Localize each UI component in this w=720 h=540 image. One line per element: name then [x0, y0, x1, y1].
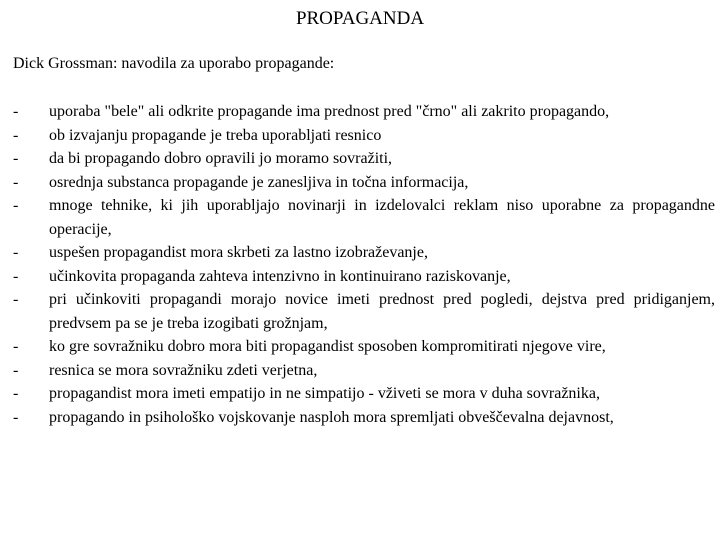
- list-item-text: pri učinkoviti propagandi morajo novice imeti prednost pred pogledi, dejstva pred pridiganjem, predvsem pa se je treba izogibati grožnjam,: [49, 291, 715, 332]
- list-item: [13, 194, 715, 241]
- list-item: [13, 335, 715, 359]
- list-item: [13, 171, 715, 195]
- list-item-text: resnica se mora sovražniku zdeti verjetna,: [49, 361, 318, 379]
- list-item-text: da bi propagando dobro opravili jo moramo sovražiti,: [49, 150, 393, 167]
- page-title: PROPAGANDA: [295, 8, 425, 29]
- list-item-text: učinkovita propaganda zahteva intenzivno in kontinuirano raziskovanje,: [49, 267, 511, 285]
- page-subtitle: Dick Grossman: navodila za uporabo propagande:: [13, 55, 335, 72]
- bullet-dash: -: [13, 291, 19, 308]
- bullet-dash: -: [13, 244, 19, 261]
- list-item: [13, 359, 715, 383]
- list-item-text: uporaba "bele" ali odkrite propagande ima prednost pred "črno" ali zakrito propagando,: [49, 103, 610, 120]
- list-item: [13, 406, 715, 430]
- bullet-dash: -: [13, 267, 19, 285]
- guideline-list: [13, 100, 715, 429]
- bullet-dash: -: [13, 385, 19, 402]
- list-item: [13, 124, 715, 148]
- list-item-text: ob izvajanju propagande je treba uporabljati resnico: [49, 126, 382, 144]
- list-item-text: mnoge tehnike, ki jih uporabljajo novinarji in izdelovalci reklam niso uporabne za propagandne operacije,: [49, 197, 715, 238]
- bullet-dash: -: [13, 361, 19, 379]
- list-item-text: propagando in psihološko vojskovanje nasploh mora spremljati obveščevalna dejavnost,: [49, 408, 614, 426]
- list-item: [13, 382, 715, 406]
- bullet-dash: -: [13, 150, 19, 167]
- list-item: [13, 241, 715, 265]
- list-item-text: propagandist mora imeti empatijo in ne simpatijo - vživeti se mora v duha sovražnika,: [49, 385, 600, 402]
- bullet-dash: -: [13, 197, 19, 214]
- bullet-dash: -: [13, 126, 19, 144]
- list-item: [13, 265, 715, 289]
- list-item-text: uspešen propagandist mora skrbeti za lastno izobraževanje,: [49, 244, 428, 261]
- bullet-dash: -: [13, 338, 19, 355]
- bullet-dash: -: [13, 173, 19, 191]
- list-item: [13, 147, 715, 171]
- list-item: [13, 288, 715, 335]
- list-item-text: ko gre sovražniku dobro mora biti propagandist sposoben kompromitirati njegove vire,: [49, 338, 606, 355]
- list-item-text: osrednja substanca propagande je zanesljiva in točna informacija,: [49, 173, 469, 191]
- bullet-dash: -: [13, 408, 19, 426]
- bullet-dash: -: [13, 103, 19, 120]
- list-item: [13, 100, 715, 124]
